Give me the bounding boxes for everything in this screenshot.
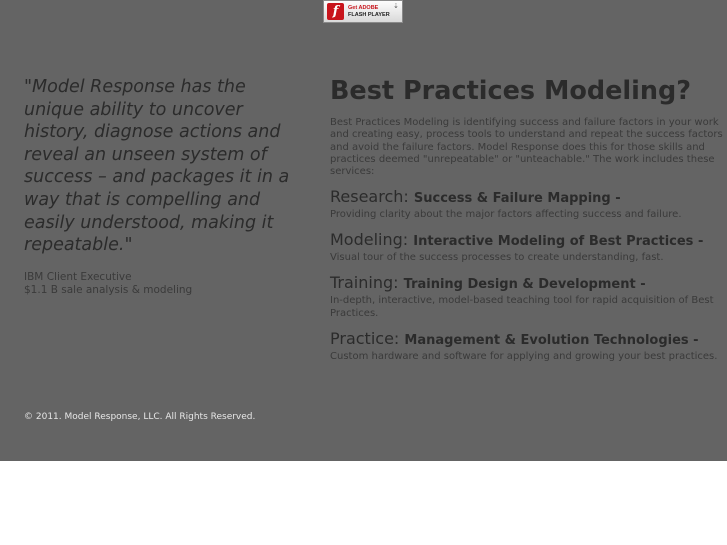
service-description: Providing clarity about the major factors affecting success and failure. — [330, 209, 682, 221]
service-training — [330, 273, 725, 320]
service-modeling — [330, 230, 725, 264]
testimonial-author-detail: $1.1 B sale analysis & modeling — [24, 283, 193, 296]
get-flash-player-button[interactable] — [323, 0, 403, 23]
flash-badge-text — [348, 5, 390, 18]
service-title — [330, 187, 725, 208]
testimonial-attribution — [24, 271, 294, 297]
service-practice — [330, 329, 725, 363]
testimonial — [24, 76, 294, 297]
footer-copyright: © 2011. Model Response, LLC. All Rights Reserved. — [24, 412, 256, 422]
service-name: Success & Failure Mapping - — [413, 191, 621, 207]
service-title — [330, 329, 725, 350]
service-research — [330, 187, 725, 221]
flash-badge-line2: FLASH PLAYER — [348, 11, 390, 18]
main-content — [330, 75, 725, 363]
service-name: Management & Evolution Technologies - — [404, 333, 699, 349]
service-title — [330, 230, 725, 251]
service-description: Visual tour of the success processes to create understanding, fast. — [330, 252, 664, 264]
service-category: Research: — [330, 187, 409, 207]
service-description: In-depth, interactive, model-based teaching tool for rapid acquisition of Best Practices. — [330, 295, 714, 320]
page-title: Best Practices Modeling? — [330, 76, 692, 106]
testimonial-author-role: IBM Client Executive — [24, 270, 132, 283]
flash-logo-icon: f — [327, 3, 344, 20]
service-name: Interactive Modeling of Best Practices - — [413, 234, 704, 250]
download-arrow-icon: ⇣ — [393, 2, 399, 10]
service-title — [330, 273, 725, 294]
service-name: Training Design & Development - — [403, 277, 646, 293]
service-category: Practice: — [330, 329, 400, 349]
service-category: Modeling: — [330, 230, 409, 250]
testimonial-quote: "Model Response has the unique ability to uncover history, diagnose actions and reveal an unseen system of success – and packages it in a way that is compelling and easily understood, making it repeatable." — [24, 77, 290, 256]
flash-badge-line1: Get ADOBE — [348, 5, 379, 11]
intro-paragraph: Best Practices Modeling is identifying success and failure factors in your work and creating easy, process tools to understand and repeat the success factors and avoid the failure factors. Model Response does this for those skills and practices deemed "unrepeatable" or "unteachable." The work includes these services: — [330, 117, 723, 178]
service-description: Custom hardware and software for applying and growing your best practices. — [330, 351, 718, 363]
service-category: Training: — [330, 273, 399, 293]
